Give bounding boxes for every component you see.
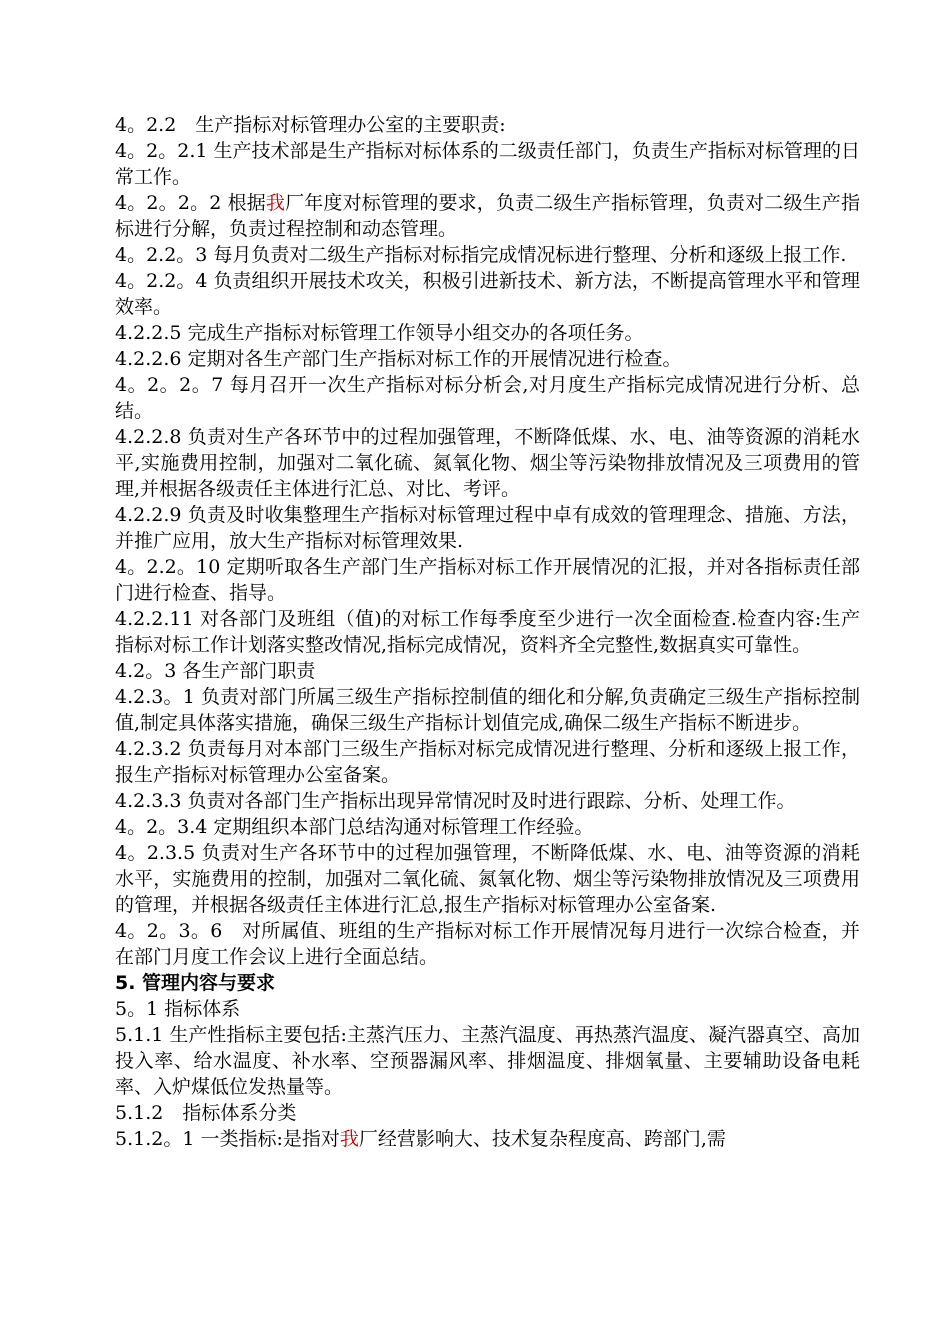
paragraph-text: 厂经营影响大、技术复杂程度高、跨部门,需 (358, 1128, 726, 1150)
paragraph-text: 5.1.2。1 一类指标:是指对 (115, 1128, 340, 1150)
paragraph-text: 4。2。2。2 根据 (115, 192, 266, 214)
paragraph: 4。2。3.4 定期组织本部门总结沟通对标管理工作经验。 (115, 816, 594, 838)
paragraph (115, 190, 860, 242)
section-heading: 5. 管理内容与要求 (115, 972, 276, 994)
paragraph: 4。2.2。3 每月负责对二级生产指标对标指完成情况标进行整理、分析和逐级上报工作. (115, 244, 847, 266)
paragraph: 5.1.2 指标体系分类 (115, 1102, 297, 1124)
paragraph: 4。2。3。6 对所属值、班组的生产指标对标工作开展情况每月进行一次综合检查，并在部门月度工作会议上进行全面总结。 (115, 920, 860, 968)
paragraph: 4。2.2。10 定期听取各生产部门生产指标对标工作开展情况的汇报，并对各指标责任部门进行检查、指导。 (115, 556, 860, 604)
paragraph-text: 厂年度对标管理的要求，负责二级生产指标管理，负责对二级生产指标进行分解，负责过程控制和动态管理。 (115, 192, 860, 240)
paragraph: 5。1 指标体系 (115, 998, 241, 1020)
paragraph: 4.2.2.11 对各部门及班组（值)的对标工作每季度至少进行一次全面检查.检查内容:生产指标对标工作计划落实整改情况,指标完成情况，资料齐全完整性,数据真实可靠性。 (115, 608, 860, 656)
paragraph: 4.2.2.8 负责对生产各环节中的过程加强管理，不断降低煤、水、电、油等资源的消耗水平,实施费用控制，加强对二氧化硫、氮氧化物、烟尘等污染物排放情况及三项费用的管理,并根据各级责任主体进行汇总、对比、考评。 (115, 426, 860, 500)
highlighted-word: 我 (339, 1128, 359, 1150)
paragraph: 4。2.3.5 负责对生产各环节中的过程加强管理，不断降低煤、水、电、油等资源的消耗水平，实施费用的控制，加强对二氧化硫、氮氧化物、烟尘等污染物排放情况及三项费用的管理，并根据各级责任主体进行汇总,报生产指标对标管理办公室备案. (115, 842, 860, 916)
document-page (115, 112, 860, 1152)
paragraph: 4。2.2 生产指标对标管理办公室的主要职责: (115, 114, 506, 136)
paragraph: 4.2.3.2 负责每月对本部门三级生产指标对标完成情况进行整理、分析和逐级上报工作，报生产指标对标管理办公室备案。 (115, 738, 860, 786)
paragraph: 4.2.2.6 定期对各生产部门生产指标对标工作的开展情况进行检查。 (115, 348, 682, 370)
paragraph: 4.2.3.3 负责对各部门生产指标出现异常情况时及时进行跟踪、分析、处理工作。 (115, 790, 796, 812)
paragraph: 5.1.1 生产性指标主要包括:主蒸汽压力、主蒸汽温度、再热蒸汽温度、凝汽器真空、高加投入率、给水温度、补水率、空预器漏风率、排烟温度、排烟氧量、主要辅助设备电耗率、入炉煤低位发热量等。 (115, 1024, 860, 1098)
paragraph: 4.2.3。1 负责对部门所属三级生产指标控制值的细化和分解,负责确定三级生产指标控制值,制定具体落实措施，确保三级生产指标计划值完成,确保二级生产指标不断进步。 (115, 686, 860, 734)
paragraph: 4.2.2.5 完成生产指标对标管理工作领导小组交办的各项任务。 (115, 322, 644, 344)
paragraph: 4。2。2.1 生产技术部是生产指标对标体系的二级责任部门，负责生产指标对标管理的日常工作。 (115, 140, 860, 188)
paragraph (115, 1126, 860, 1152)
paragraph: 4。2。2。7 每月召开一次生产指标对标分析会,对月度生产指标完成情况进行分析、总结。 (115, 374, 860, 422)
paragraph: 4.2。3 各生产部门职责 (115, 660, 316, 682)
paragraph: 4.2.2.9 负责及时收集整理生产指标对标管理过程中卓有成效的管理理念、措施、方法，并推广应用，放大生产指标对标管理效果. (115, 504, 860, 552)
paragraph: 4。2.2。4 负责组织开展技术攻关，积极引进新技术、新方法，不断提高管理水平和管理效率。 (115, 270, 860, 318)
highlighted-word: 我 (265, 192, 286, 214)
